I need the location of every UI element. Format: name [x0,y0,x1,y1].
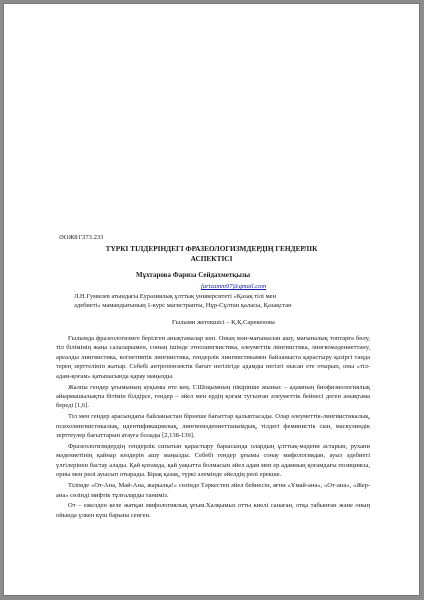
paragraph-5: Тілімде «От-Ана, Май-Ана, жарылқа!» сөзіндә Тәркестен әйел бейнесін, яғни «Ұмай-ана», «От-ана», «Жер-ана» сөзінді мифтік тұлғаларды таниміз. [56,482,370,499]
affiliation-line-1: Л.Н.Гумилев атындағы Еуразиялық ұлттық университеті «Қазақ тілі мен [74,293,277,300]
paragraph-3: Тіл мен гендер арасындағы байланыстан бірнеше бағыттар қалыптасады. Олар әлеуметтік-лингвистикалық, психолингвистикалық, идентификациялық, лингвомәдениеттанымдық, тілдегі феминистік сын, маскулиндік зерттеулер бағыттарын атауға болады [2,138-139]. [56,413,370,440]
title-line-1: ТҮРКІ ТІЛДЕРІНДЕГІ ФРАЗЕОЛОГИЗМДЕРДІҢ ГЕНДЕРЛІК [105,244,318,253]
paragraph-1: Ғылымда фразеологизмге берілген анықтамалар көп. Оның мән-мағынасын ашу, мағыналық топтарға бөлу, тіл білімінің жаңа салаларымен, соның ішінде этнолингвистика, әлеуметтік лингвистика, лингвомәдениеттану, ареалды лингвистика, когнетивтік лингвистика, гендерлік лингвистикамен байланыста қарастыру қазіргі таңда терең зерттелініп жатыр. Себебі антропоөзектік бағыт негізігіде адамды негізгі нысан ете отырып, оны «тіл-адам-қоғам» қатынасында қарау маңызды. [56,335,370,380]
author-name: Мұхтарова Фариза Сейдахметқызы [136,271,251,279]
udk-code: ӘОЖ81'373.233 [59,234,104,241]
supervisor: Ғылыми жетекшісі – Қ.Қ.Сарекенова [172,319,275,326]
paper-title [44,244,379,263]
body-text [56,334,370,522]
paragraph-4: Фразеологизмдердің гендерлік сипатын қарастыру барысында олардың ұлттық-мәдени астарын, рухани мәдениетінің қайнар көздерін ашу маңызды. Себебі гендер ұғымы сонау мифологиядан, ауыз әдебиеті үлгілерінен бастау алады. Қай қоғамда, қай уақытта болмасын әйел адам мен ер адамның қоғамдағы позициясы, орны мен рөлі ауысып отырады. Бірақ қазақ, түркі әлемінде әйелдің рөлі ерекше. [56,442,370,479]
affiliation [74,292,349,310]
document-page [3,3,420,596]
author-email-link[interactable]: farizamm97@gmail.com [201,283,267,290]
title-line-2: АСПЕКТІСІ [190,253,233,263]
affiliation-line-2: әдебиеті» мамандығының 1-курс магистранты, Нұр-Сұлтан қаласы, Қазақстан [74,302,292,310]
paragraph-6: От – ежелден келе жатқан мифологиялық ұғым.Халқымыз отты киелі санаған, отқа табынған және оның ойында үлкен күш барына сенген. [56,502,370,519]
paragraph-2: Жалпы гендер ұғымының ауқымы өте кең. Г.Шоқымның пікірінше жыныс – адамның биофизиологиялық айырмашылықты бітімін білдірсе, гендер – әйел мен ердің қоғам тугызған әлеуметтік бейнесі деген анықтама береді [1,6]. [56,383,370,410]
